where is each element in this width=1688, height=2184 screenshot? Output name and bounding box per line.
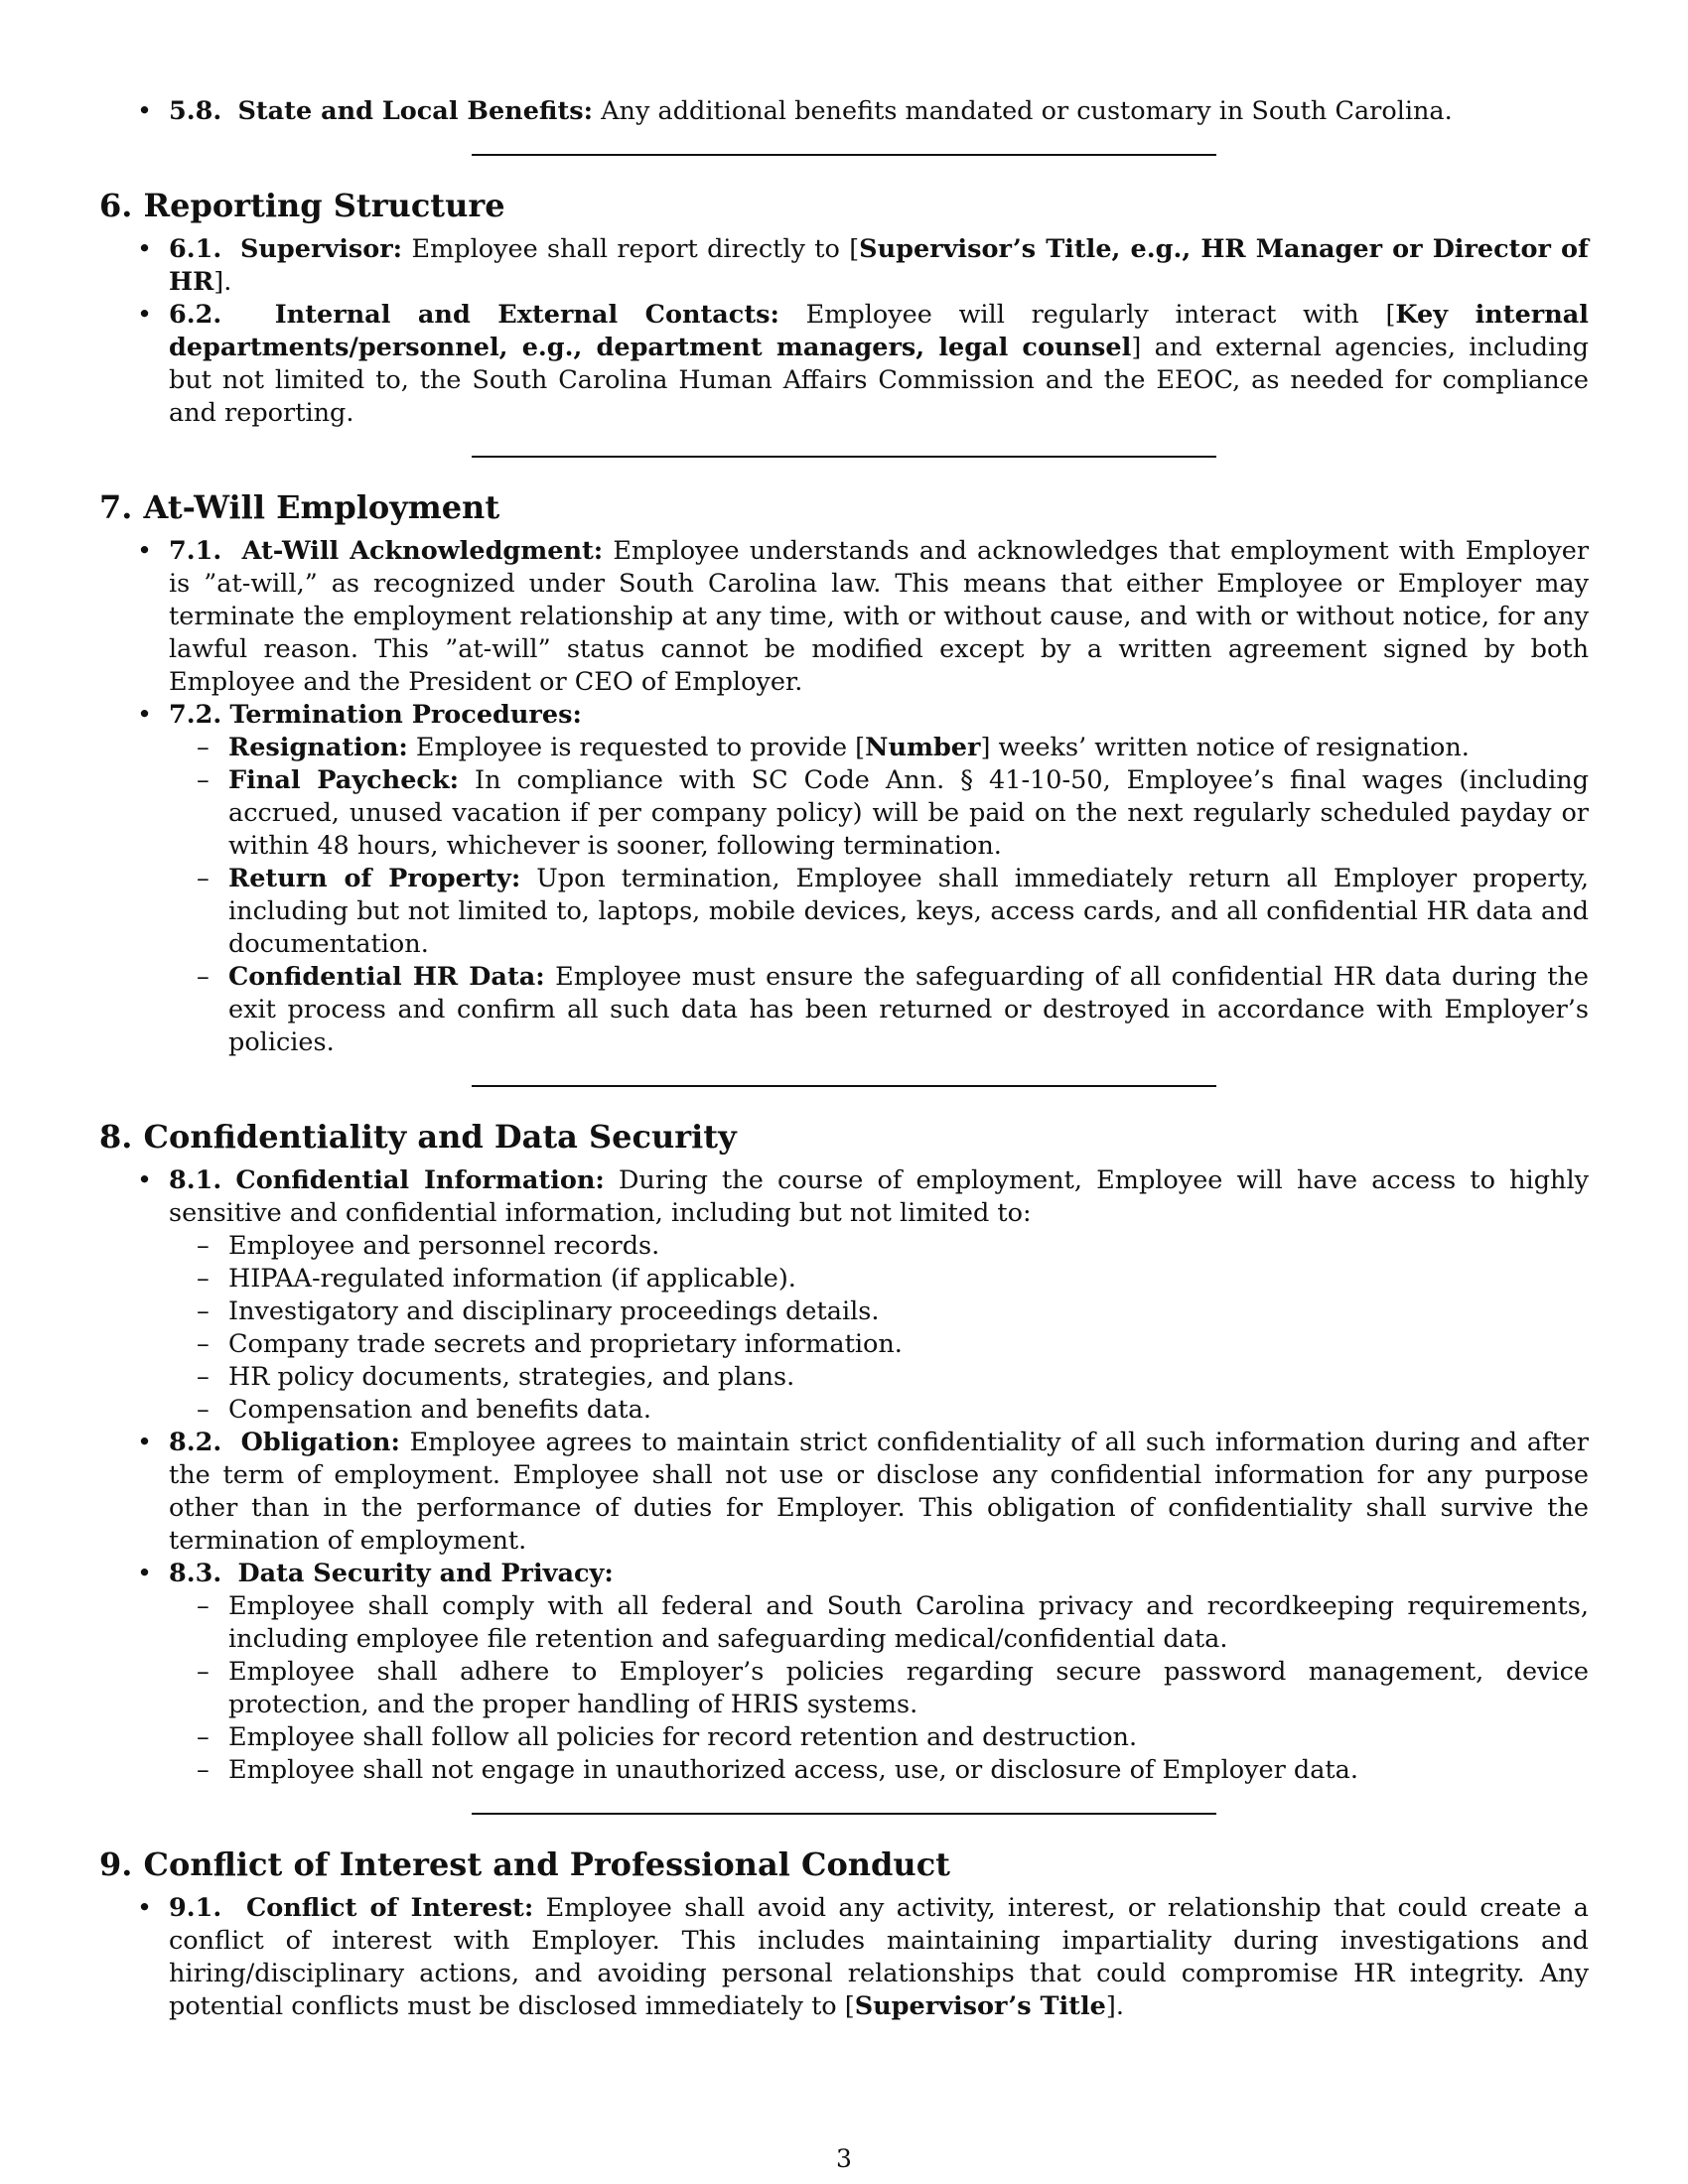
subitem-text: In compliance with SC Code Ann. § 41-10-50, Employee’s final wages (including accrued, unused vacation if per company policy) will be paid on the next regularly scheduled payday or within 48 hours, whichever is sooner, following termination. <box>228 765 1589 861</box>
item-5-8 <box>99 95 1589 128</box>
section-7-list <box>99 535 1589 1059</box>
item-label: Internal and External Contacts: <box>274 300 779 330</box>
list-item: – Employee and personnel records. <box>169 1230 1589 1263</box>
section-divider <box>472 1085 1216 1087</box>
item-text: Employee understands and acknowledges that employment with Employer is ”at-will,” as recognized under South Carolina law. This means that either Employee or Employer may terminate the employment relationship at any time, with or without cause, and with or without notice, for any lawful reason. This ”at-will” status cannot be modified except by a written agreement signed by both Employee and the President or CEO of Employer. <box>169 536 1590 697</box>
item-number: 8.1. <box>169 1165 222 1195</box>
item-7-2 <box>99 699 1589 1059</box>
list-item: – Compensation and benefits data. <box>169 1394 1589 1427</box>
section-9-heading: 9. Conflict of Interest and Professional Conduct <box>99 1845 950 1883</box>
item-number: 6.1. <box>169 234 222 264</box>
list-item: – Company trade secrets and proprietary information. <box>169 1328 1589 1361</box>
item-8-3 <box>99 1558 1589 1787</box>
subitem-resignation <box>169 732 1589 764</box>
section-7-heading: 7. At-Will Employment <box>99 488 500 526</box>
item-number: 7.2. <box>169 700 222 730</box>
list-item: – Employee shall not engage in unauthorized access, use, or disclosure of Employer data. <box>169 1754 1589 1787</box>
subitem-confidential-hr <box>169 961 1589 1059</box>
item-label: Confidential Information: <box>235 1165 605 1195</box>
list-item: – Investigatory and disciplinary proceedings details. <box>169 1296 1589 1328</box>
list-item: – Employee shall follow all policies for record retention and destruction. <box>169 1721 1589 1754</box>
item-text: Employee shall avoid any activity, interest, or relationship that could create a conflict of interest with Employer. This includes maintaining impartiality during investigations and hiring/disciplinary actions, and avoiding personal relationships that could compromise HR integrity. Any potential conflicts must be disclosed immediately to [ <box>169 1893 1590 2021</box>
item-number: 8.2. <box>169 1428 222 1457</box>
item-text: ] and external agencies, including but not limited to, the South Carolina Human Affairs Commission and the EEOC, as needed for compliance and reporting. <box>169 333 1589 428</box>
item-text: ]. <box>213 267 232 297</box>
item-label: Conflict of Interest: <box>245 1893 534 1923</box>
section-8-list <box>99 1164 1589 1787</box>
item-text: Employee shall report directly to [ <box>411 234 860 264</box>
section-5-list <box>99 95 1589 128</box>
item-number: 6.2. <box>169 300 222 330</box>
item-9-1 <box>99 1892 1589 2023</box>
list-item: – Employee shall adhere to Employer’s policies regarding secure password management, device protection, and the proper handling of HRIS systems. <box>169 1656 1589 1721</box>
placeholder-text: Number <box>865 733 981 762</box>
item-8-1 <box>99 1164 1589 1427</box>
list-item: – HIPAA-regulated information (if applicable). <box>169 1263 1589 1296</box>
placeholder-text: Supervisor’s Title <box>854 1991 1106 2021</box>
item-number: 8.3. <box>169 1559 222 1588</box>
subitem-label: Return of Property: <box>228 864 521 893</box>
subitem-text: Employee must ensure the safeguarding of all confidential HR data during the exit process and confirm all such data has been returned or destroyed in accordance with Employer’s policies. <box>228 962 1590 1057</box>
placeholder-text: Supervisor’s Title, e.g., HR Manager or Director of HR <box>169 234 1589 297</box>
termination-sublist <box>169 732 1589 1059</box>
page-number: 3 <box>836 2144 852 2173</box>
list-item: – HR policy documents, strategies, and plans. <box>169 1361 1589 1394</box>
section-8-heading: 8. Confidentiality and Data Security <box>99 1118 737 1156</box>
data-security-sublist <box>169 1590 1589 1787</box>
item-text: During the course of employment, Employee will have access to highly sensitive and confidential information, including but not limited to: <box>169 1165 1590 1228</box>
section-6-heading: 6. Reporting Structure <box>99 187 505 224</box>
item-6-2 <box>99 299 1589 430</box>
document-page <box>99 95 1589 2023</box>
subitem-text: Upon termination, Employee shall immediately return all Employer property, including but not limited to, laptops, mobile devices, keys, access cards, and all confidential HR data and documentation. <box>228 864 1589 959</box>
section-6-list <box>99 233 1589 430</box>
section-9-list <box>99 1892 1589 2023</box>
item-6-1 <box>99 233 1589 299</box>
subitem-return-property <box>169 863 1589 961</box>
placeholder-text: Key internal departments/personnel, e.g., department managers, legal counsel <box>169 300 1589 362</box>
list-item: – Employee shall comply with all federal and South Carolina privacy and recordkeeping requirements, including employee file retention and safeguarding medical/confidential data. <box>169 1590 1589 1656</box>
item-label: State and Local Benefits: <box>237 96 594 126</box>
confidential-info-sublist <box>169 1230 1589 1427</box>
item-7-1 <box>99 535 1589 699</box>
item-8-2 <box>99 1427 1589 1558</box>
item-label: At-Will Acknowledgment: <box>241 536 604 566</box>
section-divider <box>472 154 1216 156</box>
subitem-final-paycheck <box>169 764 1589 863</box>
section-divider <box>472 456 1216 458</box>
subitem-label: Resignation: <box>228 733 408 762</box>
subitem-label: Final Paycheck: <box>228 765 460 795</box>
item-label: Data Security and Privacy: <box>237 1559 614 1588</box>
subitem-text: ] weeks’ written notice of resignation. <box>980 733 1470 762</box>
item-label: Supervisor: <box>239 234 403 264</box>
item-label: Termination Procedures: <box>229 700 582 730</box>
item-number: 5.8. <box>169 96 222 126</box>
item-text: Any additional benefits mandated or customary in South Carolina. <box>601 96 1453 126</box>
item-text: Employee agrees to maintain strict confidentiality of all such information during and after the term of employment. Employee shall not use or disclose any confidential information for any purpose other than in the performance of duties for Employer. This obligation of confidentiality shall survive the termination of employment. <box>169 1428 1589 1556</box>
subitem-label: Confidential HR Data: <box>228 962 545 992</box>
item-label: Obligation: <box>240 1428 400 1457</box>
item-number: 9.1. <box>169 1893 222 1923</box>
item-text: Employee will regularly interact with [ <box>805 300 1396 330</box>
section-divider <box>472 1813 1216 1815</box>
item-number: 7.1. <box>169 536 222 566</box>
subitem-text: Employee is requested to provide [ <box>415 733 866 762</box>
item-text: ]. <box>1105 1991 1124 2021</box>
